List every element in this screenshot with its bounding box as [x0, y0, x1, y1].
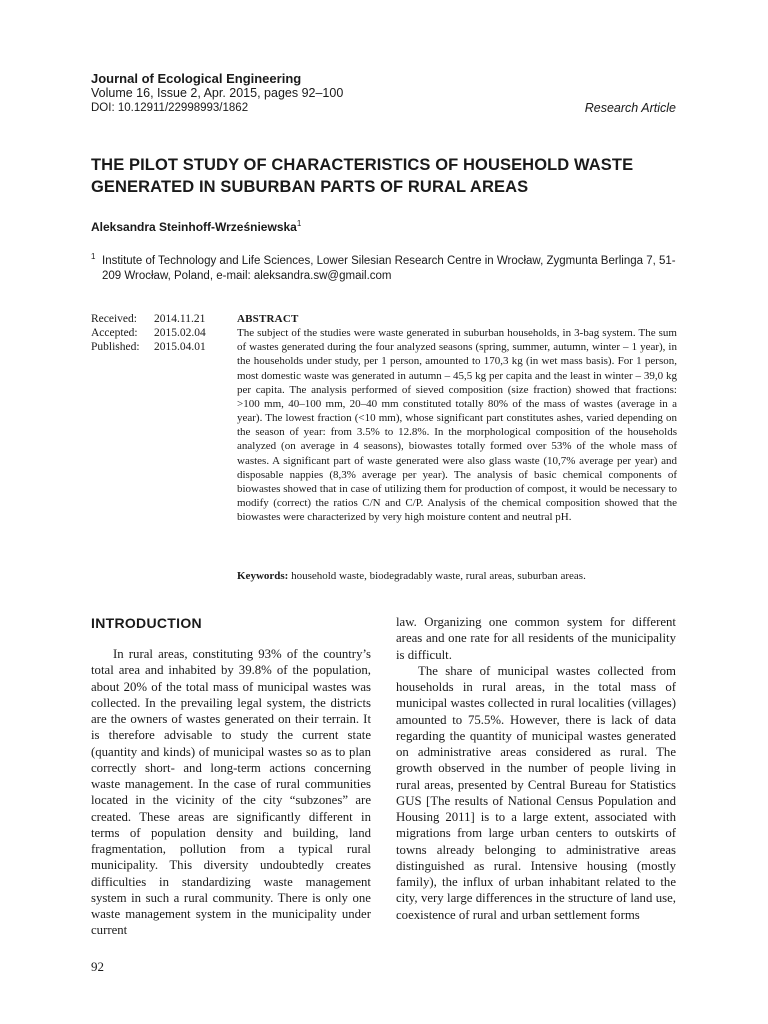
date-value: 2014.11.21: [154, 313, 206, 325]
intro-paragraph-continuation: law. Organizing one common system for different areas and one rate for all residents of the municipality is difficult.: [396, 615, 676, 662]
abstract-heading: ABSTRACT: [237, 313, 299, 325]
author: [91, 219, 301, 234]
affiliation-mark: 1: [91, 252, 96, 261]
date-value: 2015.04.01: [154, 341, 206, 353]
date-label: Accepted:: [91, 327, 138, 339]
date-row-accepted: [91, 326, 206, 340]
date-label: Received:: [91, 313, 137, 325]
keywords-text: household waste, biodegradably waste, rural areas, suburban areas.: [291, 570, 586, 582]
intro-paragraph-2: The share of municipal wastes collected from households in rural areas, in the total mass of municipal wastes collected in rural localities (villages) amounted to 75.5%. However, there is lack of data regarding the quantity of municipal wastes generated on administrative areas considered as rural. The growth observed in the number of people living in rural areas, presented by Central Bureau for Statistics GUS [The results of National Census Population and Housing 2011] is to a large extent, associated with migrations from large urban centers to outskirts of towns already belonging to administrative areas distinguished as rural. Intensive housing (mostly family), the influx of urban inhabitant related to the city, very large differences in the structure of land use, coexistence of rural and urban settlement forms: [396, 663, 676, 922]
paper-title: THE PILOT STUDY OF CHARACTERISTICS OF HOUSEHOLD WASTE GENERATED IN SUBURBAN PARTS OF RURAL AREAS: [91, 156, 634, 196]
journal-name: Journal of Ecological Engineering: [91, 71, 302, 86]
body-column-left: [91, 646, 371, 939]
date-row-published: [91, 340, 206, 354]
author-affiliation-mark: 1: [296, 219, 302, 228]
keywords-label: Keywords:: [237, 570, 289, 582]
abstract-text: The subject of the studies were waste generated in suburban households, in 3-bag system. The sum of wastes generated during the four analyzed seasons (spring, summer, autumn, winter – 1 year), in the households under study, per 1 person, amounted to 170,3 kg (in wet mass basis). For 1 person, most domestic waste was generated in autumn – 45,5 kg per capita and the least in winter – 39,0 kg per capita. The analysis performed of sieved composition (size fraction) showed that fractions: >100 mm, 40–100 mm, 20–40 mm constituted totally 80% of the mass of wastes (average in a year). The lowest fraction (<10 mm), whose significant part constitutes ashes, varied depending on the season of year: from 3.5% to 12.8%. In the morphological composition of the households analyzed (on average in 4 seasons), biowastes totally formed over 53% of the whole mass of wastes. A significant part of waste generated were also glass waste (10,7% average per year) and disposable nappies (8,3% average per year). The analysis of basic chemical components of biowastes showed that in case of utilizing them for production of compost, it would be necessary to modify (correct) the ratios C/N and C/P. Analysis of the chemical composition showed that the biowastes were characterized by very high moisture content and neutral pH.: [237, 327, 677, 524]
date-row-received: [91, 312, 206, 326]
abstract: [237, 312, 677, 524]
date-value: 2015.02.04: [154, 327, 206, 339]
affiliation: Institute of Technology and Life Sciences, Lower Silesian Research Centre in Wrocław, Zygmunta Berlinga 7, 51-209 Wrocław, Poland, e-mail: aleksandra.sw@gmail.com: [102, 255, 676, 282]
section-heading-introduction: INTRODUCTION: [91, 615, 202, 631]
keywords: [237, 570, 687, 582]
body-column-right: [396, 614, 676, 923]
article-type: Research Article: [584, 101, 676, 115]
intro-paragraph-1: In rural areas, constituting 93% of the country’s total area and inhabited by 39.8% of the population, about 20% of the total mass of municipal wastes was collected. In the prevailing legal system, the districts are the owners of wastes generated on their terrain. It is therefore advisable to study the current state (quantity and kinds) of municipal wastes so as to plan correctly short- and long-term actions concerning waste management. In the case of rural communities located in the vicinity of the city “subzones” are created. These areas are significantly different in terms of population density and building, land fragmentation, pollution from a typical rural municipality. This diversity undoubtedly creates difficulties in standardizing waste management system in such a rural community. There is only one waste management system in the municipality under current: [91, 647, 371, 938]
date-label: Published:: [91, 341, 140, 353]
publication-dates: [91, 312, 206, 354]
page-number: 92: [91, 959, 104, 974]
journal-doi[interactable]: DOI: 10.12911/22998993/1862: [91, 102, 249, 114]
journal-volume: Volume 16, Issue 2, Apr. 2015, pages 92–100: [91, 86, 344, 100]
author-name: Aleksandra Steinhoff-Wrześniewska: [91, 220, 297, 234]
